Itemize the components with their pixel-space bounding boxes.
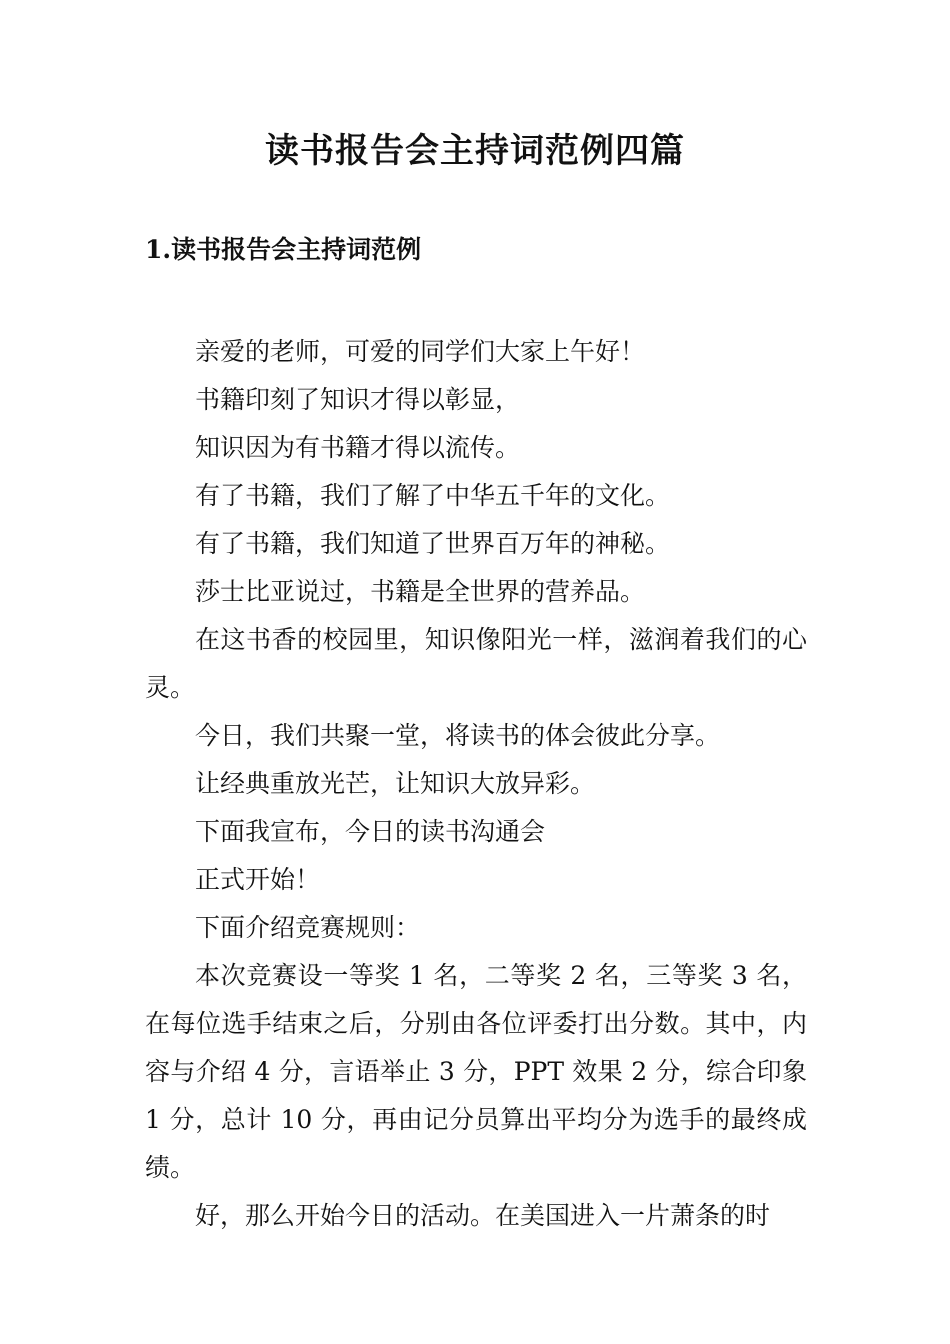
paragraph: 下面我宣布，今日的读书沟通会 bbox=[195, 817, 546, 846]
paragraph: 书籍印刻了知识才得以彰显， bbox=[195, 385, 521, 414]
paragraph: 在这书香的校园里，知识像阳光一样，滋润着我们的心灵。 bbox=[145, 625, 807, 702]
paragraph: 让经典重放光芒，让知识大放异彩。 bbox=[195, 769, 596, 798]
paragraph: 亲爱的老师，可爱的同学们大家上午好！ bbox=[195, 337, 646, 366]
paragraph: 莎士比亚说过，书籍是全世界的营养品。 bbox=[195, 577, 646, 606]
document-title: 读书报告会主持词范例四篇 bbox=[265, 131, 685, 171]
paragraph: 好，那么开始今日的活动。在美国进入一片萧条的时 bbox=[195, 1201, 771, 1230]
section-heading: 1.读书报告会主持词范例 bbox=[145, 235, 422, 264]
paragraph: 下面介绍竞赛规则： bbox=[195, 913, 421, 942]
paragraph: 今日，我们共聚一堂，将读书的体会彼此分享。 bbox=[195, 721, 721, 750]
paragraph: 本次竞赛设一等奖 1 名，二等奖 2 名，三等奖 3 名，在每位选手结束之后，分别由各位评委打出分数。其中，内容与介绍 4 分，言语举止 3 分，PPT 效果 2 分，综合印象 1 分，总计 10 分，再由记分员算出平均分为选手的最终成绩。 bbox=[145, 961, 807, 1182]
paragraph: 正式开始！ bbox=[195, 865, 321, 894]
paragraph: 有了书籍，我们知道了世界百万年的神秘。 bbox=[195, 529, 671, 558]
paragraph: 有了书籍，我们了解了中华五千年的文化。 bbox=[195, 481, 671, 510]
document-body bbox=[145, 328, 807, 1240]
paragraph: 知识因为有书籍才得以流传。 bbox=[195, 433, 521, 462]
